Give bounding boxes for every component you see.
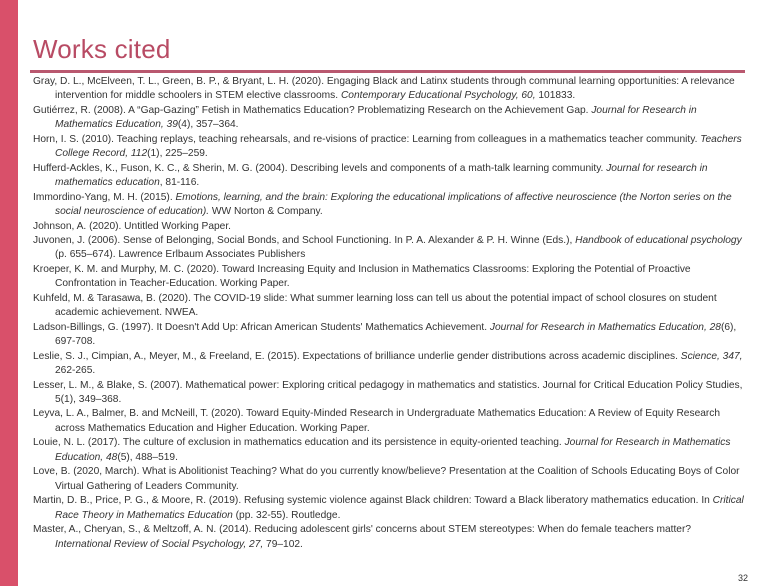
- page-number: 32: [738, 573, 749, 583]
- page-title: Works cited: [33, 34, 171, 64]
- reference-item: Kroeper, K. M. and Murphy, M. C. (2020). Toward Increasing Equity and Inclusion in Mathematics Classrooms: Exploring the Potential of Proactive Confrontation in Teacher-Education. Working Paper.: [33, 263, 691, 290]
- reference-item: Leyva, L. A., Balmer, B. and McNeill, T. (2020). Toward Equity-Minded Research in Undergraduate Mathematics Education: A Review of Equity Research across Mathematics Education and Higher Education. Working Paper.: [33, 408, 721, 434]
- reference-item: Martin, D. B., Price, P. G., & Moore, R. (2019). Refusing systemic violence against Black children: Toward a Black liberatory mathematics education. In Critical Race Theory in Mathematics Education (pp. 32-55). Routledge.: [33, 495, 744, 521]
- reference-item: Lesser, L. M., & Blake, S. (2007). Mathematical power: Exploring critical pedagogy in mathematics and statistics. Journal for Critical Education Policy Studies, 5(1), 349–368.: [33, 379, 743, 405]
- reference-item: Hufferd-Ackles, K., Fuson, K. C., & Sherin, M. G. (2004). Describing levels and components of a math-talk learning community. Journal for research in mathematics education, 81-116.: [33, 162, 708, 189]
- reference-item: Johnson, A. (2020). Untitled Working Paper.: [33, 220, 232, 232]
- reference-item: Love, B. (2020, March). What is Abolitionist Teaching? What do you currently know/believe? Presentation at the Coalition of Schools Educating Boys of Color Virtual Gathering of Leaders Community.: [33, 466, 740, 492]
- reference-item: Gutiérrez, R. (2008). A “Gap-Gazing” Fetish in Mathematics Education? Problematizing Research on the Achievement Gap. Journal for Research in Mathematics Education, 39(4), 357–364.: [33, 104, 697, 131]
- accent-side-bar: [0, 0, 18, 586]
- reference-item: Ladson-Billings, G. (1997). It Doesn't Add Up: African American Students' Mathematics Achievement. Journal for Research in Mathematics Education, 28(6), 697-708.: [33, 321, 737, 348]
- reference-list: [33, 75, 748, 552]
- reference-item: Leslie, S. J., Cimpian, A., Meyer, M., & Freeland, E. (2015). Expectations of brilliance underlie gender distributions across academic disciplines. Science, 347, 262-265.: [33, 350, 743, 377]
- reference-item: Louie, N. L. (2017). The culture of exclusion in mathematics education and its persistence in equity-oriented teaching. Journal for Research in Mathematics Education, 48(5), 488–519.: [33, 437, 731, 463]
- reference-item: Master, A., Cheryan, S., & Meltzoff, A. N. (2014). Reducing adolescent girls' concerns about STEM stereotypes: When do female teachers matter? International Review of Social Psychology, 27, 79–102.: [33, 524, 692, 550]
- reference-item: Gray, D. L., McElveen, T. L., Green, B. P., & Bryant, L. H. (2020). Engaging Black and Latinx students through communal learning opportunities: A relevance intervention for middle schoolers in STEM elective classrooms. Contemporary Educational Psychology, 60, 101833.: [33, 76, 735, 102]
- reference-item: Kuhfeld, M. & Tarasawa, B. (2020). The COVID-19 slide: What summer learning loss can tell us about the potential impact of school closures on student academic achievement. NWEA.: [33, 292, 717, 319]
- reference-item: Juvonen, J. (2006). Sense of Belonging, Social Bonds, and School Functioning. In P. A. Alexander & P. H. Winne (Eds.), Handbook of educational psychology (p. 655–674). Lawrence Erlbaum Associates Publishers: [33, 234, 742, 261]
- reference-item: Immordino-Yang, M. H. (2015). Emotions, learning, and the brain: Exploring the educational implications of affective neuroscience (the Norton series on the social neuroscience of education). WW Norton & Company.: [33, 191, 732, 218]
- reference-item: Horn, I. S. (2010). Teaching replays, teaching rehearsals, and re-visions of practice: Learning from colleagues in a mathematics teacher community. Teachers College Record, 112(1), 225–259.: [33, 133, 742, 160]
- title-divider: [30, 70, 745, 73]
